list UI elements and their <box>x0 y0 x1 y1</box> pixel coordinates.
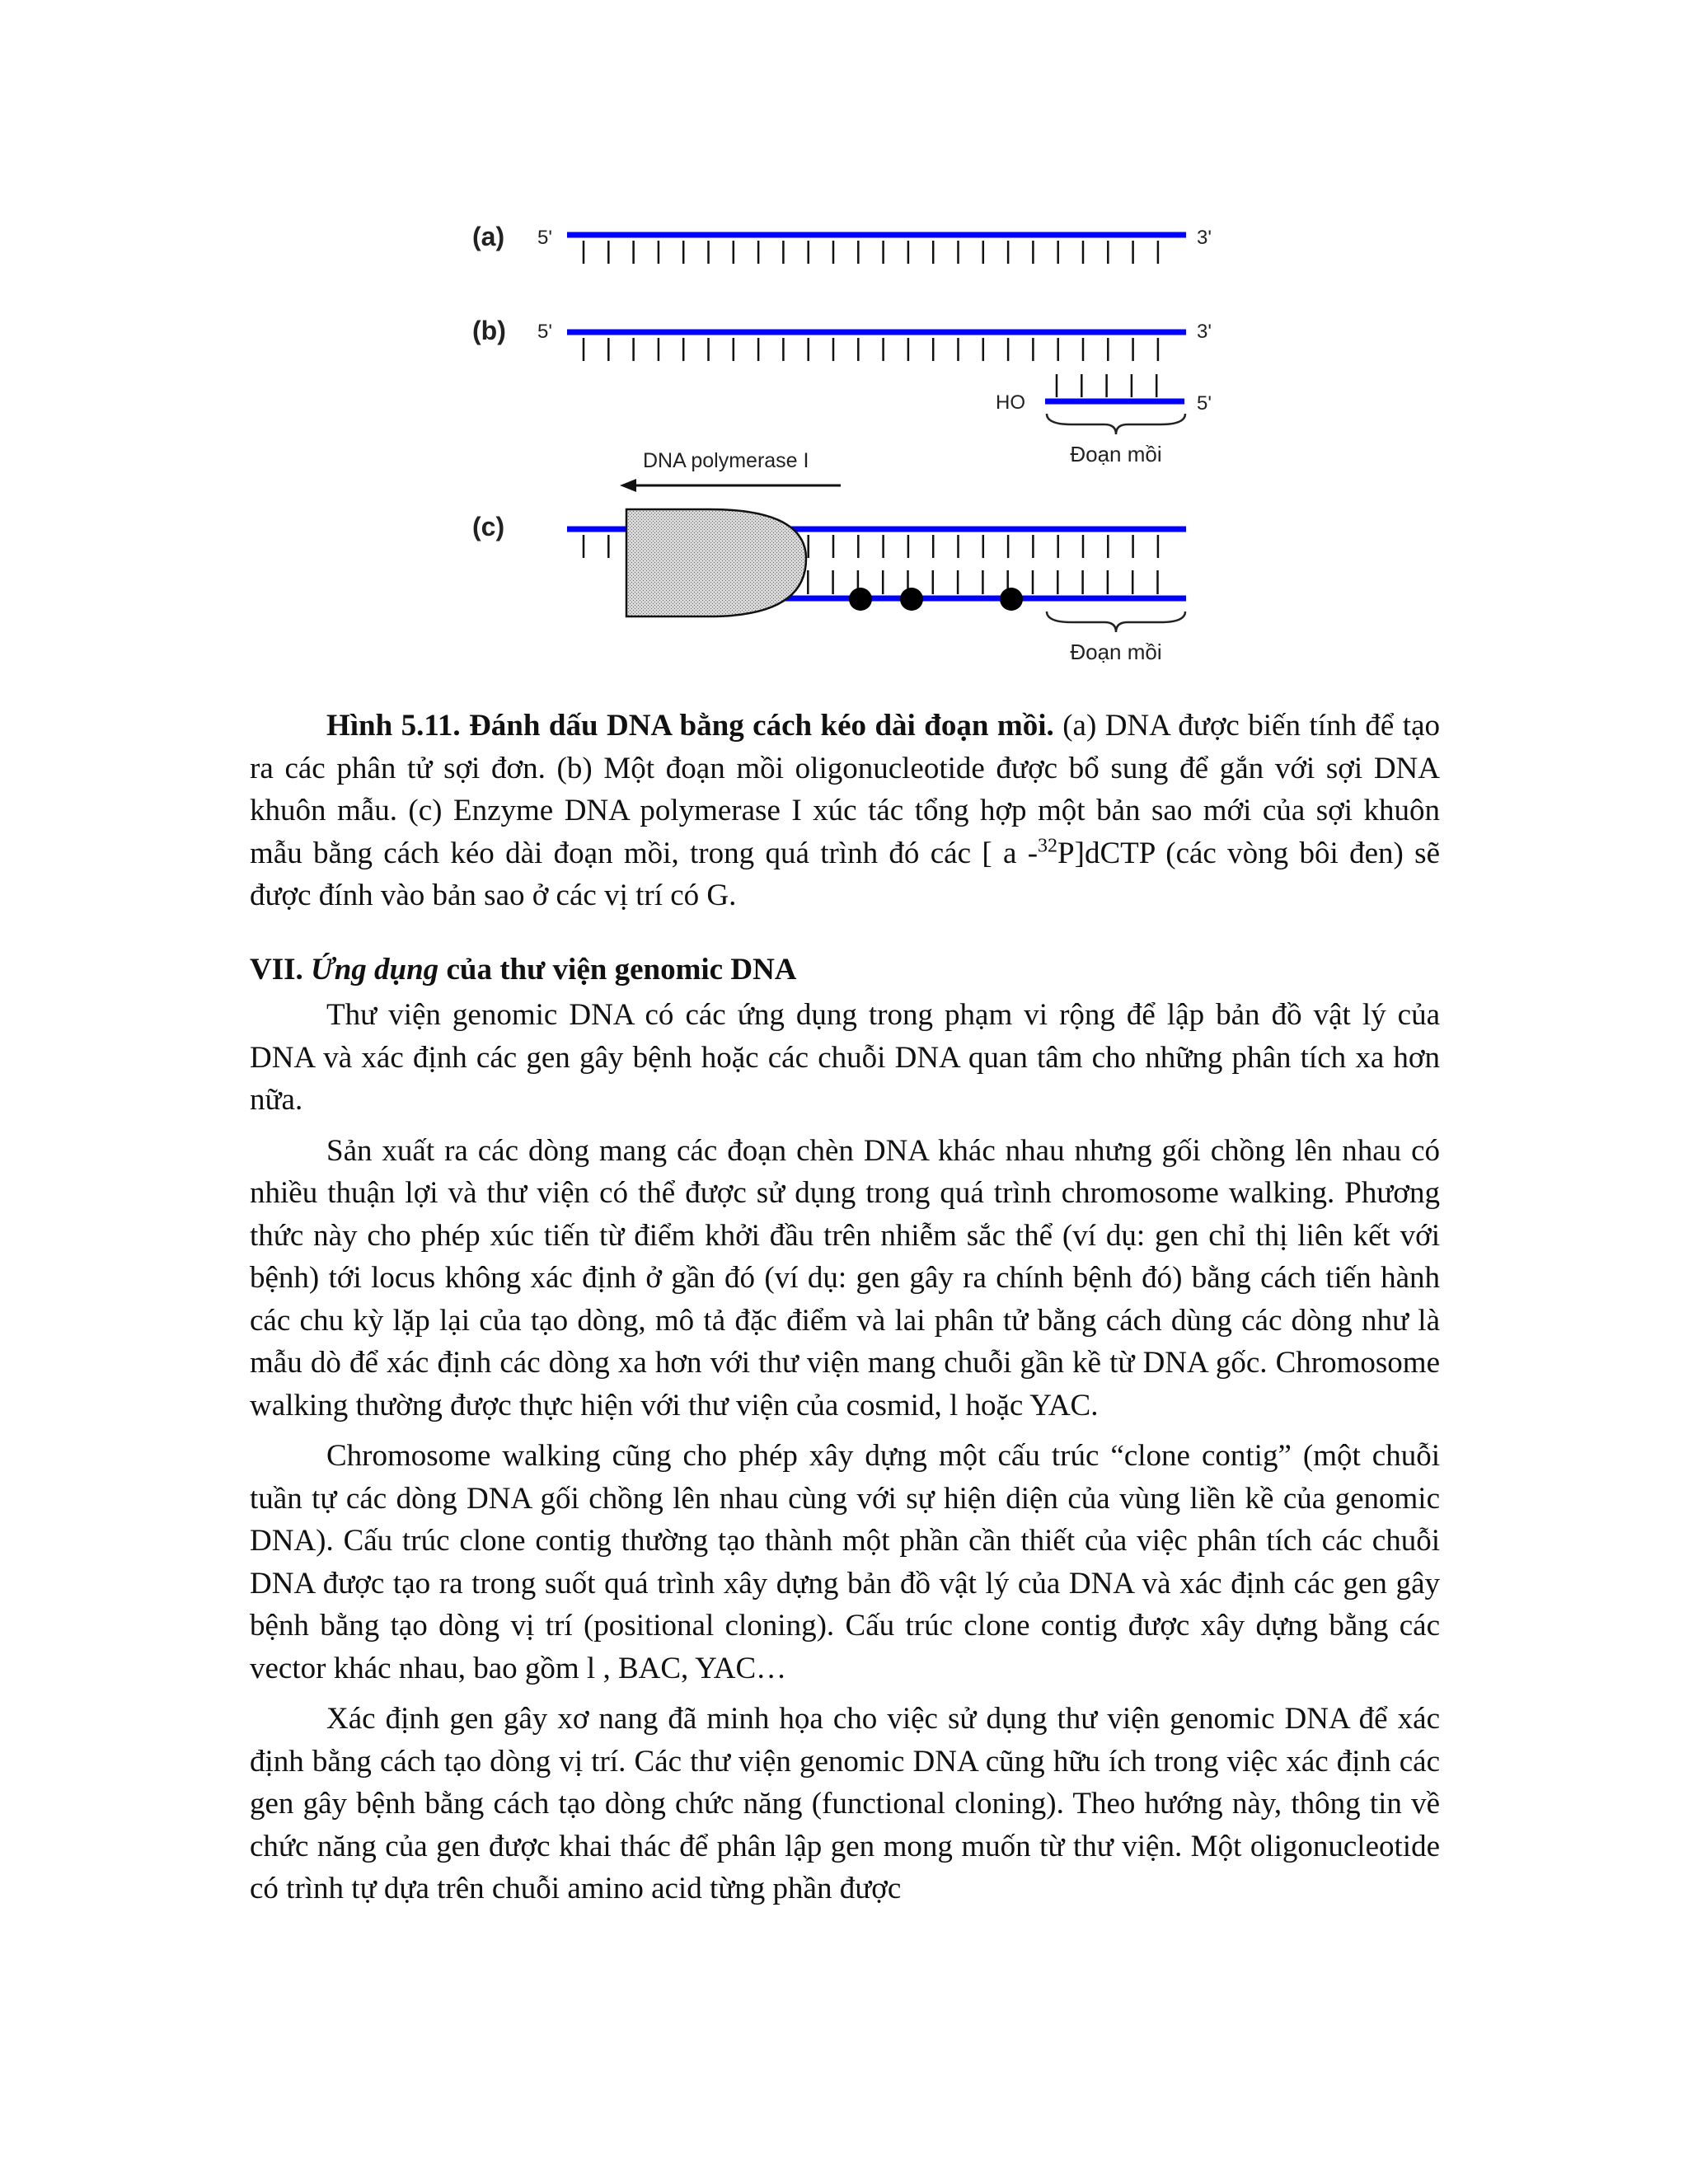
panel-a-5prime: 5' <box>537 227 552 249</box>
panel-a-3prime: 3' <box>1197 227 1212 249</box>
panel-b-3prime: 3' <box>1197 321 1212 343</box>
panel-c-primer-label: Đoạn mồi <box>1070 640 1162 664</box>
panel-a-label: (a) <box>472 222 505 251</box>
panel-a-bases <box>584 241 1158 264</box>
panel-b-primer-5prime: 5' <box>1197 392 1212 415</box>
dna-polymerase-shape <box>626 509 806 616</box>
body-paragraph: Xác định gen gây xơ nang đã minh họa cho việc sử dụng thư viện genomic DNA để xác định bằng cách tạo dòng vị trí. Các thư viện genomic DNA cũng hữu ích trong việc xác định các gen gây bệnh bằng cách tạo dòng chức năng (functional cloning). Theo hướng này, thông tin về chức năng của gen được khai thác để phân lập gen mong muốn từ thư viện. Một oligonucleotide có trình tự dựa trên chuỗi amino acid từng phần được <box>250 1702 1440 1905</box>
page-body <box>250 705 1440 1919</box>
direction-arrow-icon <box>620 479 636 492</box>
figure-caption <box>250 705 1440 917</box>
section-number: VII. <box>250 952 303 987</box>
panel-b-ho-label: HO <box>996 391 1025 414</box>
panel-b-label: (b) <box>472 316 506 345</box>
labeled-nucleotide-dot <box>900 588 923 611</box>
panel-c-copy-bases <box>783 570 1158 594</box>
panel-c-primer-brace <box>1047 612 1185 632</box>
body-paragraph: Chromosome walking cũng cho phép xây dựng một cấu trúc “clone contig” (một chuỗi tuần tự các dòng DNA gối chồng lên nhau cùng với sự hiện diện của vùng liền kề của genomic DNA). Cấu trúc clone contig thường tạo thành một phần cần thiết của việc phân tích các chuỗi DNA được tạo ra trong suốt quá trình xây dựng bản đồ vật lý của DNA và xác định các gen gây bệnh bằng tạo dòng vị trí (positional cloning). Cấu trúc clone contig được xây dựng bằng các vector khác nhau, bao gồm l , BAC, YAC… <box>250 1439 1440 1685</box>
body-paragraph: Sản xuất ra các dòng mang các đoạn chèn DNA khác nhau nhưng gối chồng lên nhau có nhiều thuận lợi và thư viện có thể được sử dụng trong quá trình chromosome walking. Phương thức này cho phép xúc tiến từ điểm khởi đầu trên nhiễm sắc thể (ví dụ: gen chỉ thị liên kết với bệnh) tới locus không xác định ở gần đó (ví dụ: gen gây ra chính bệnh đó) bằng cách tiến hành các chu kỳ lặp lại của tạo dòng, mô tả đặc điểm và lai phân tử bằng cách dùng các dòng như là mẫu dò để xác định các dòng xa hơn với thư viện mang chuỗi gần kề từ DNA gốc. Chromosome walking thường được thực hiện với thư viện của cosmid, l hoặc YAC. <box>250 1133 1440 1422</box>
panel-b-5prime: 5' <box>537 321 552 343</box>
panel-b-primer-label: Đoạn mồi <box>1070 442 1162 466</box>
caption-text-end: P]dCTP (các vòng bôi đen) sẽ được đính vào bản sao ở các vị trí có G. <box>250 836 1440 912</box>
labeled-nucleotide-dot <box>1000 588 1023 611</box>
caption-text: (a) DNA được biến tính để tạo ra các phân tử sợi đơn. (b) Một đoạn mồi oligonucleotide được bổ sung để gắn với sợi DNA khuôn mẫu. (c) Enzyme DNA polymerase I xúc tác tổng hợp một bản sao mới của sợi khuôn mẫu bằng cách kéo dài đoạn mồi, trong quá trình đó các [ a - <box>250 709 1440 870</box>
caption-superscript: 32 <box>1038 835 1058 857</box>
panel-b-primer-brace <box>1047 414 1185 434</box>
section-title-italic: Ứng dụng <box>311 952 439 987</box>
panel-b-primer-bases <box>1057 374 1156 397</box>
primer-extension-figure <box>445 198 1236 684</box>
panel-b-bases <box>584 338 1158 361</box>
body-paragraph: Thư viện genomic DNA có các ứng dụng trong phạm vi rộng để lập bản đồ vật lý của DNA và xác định các gen gây bệnh hoặc các chuỗi DNA quan tâm cho những phân tích xa hơn nữa. <box>250 998 1440 1117</box>
caption-title: Hình 5.11. Đánh dấu DNA bằng cách kéo dài đoạn mồi. <box>326 709 1054 743</box>
section-heading <box>250 949 1440 991</box>
enzyme-label: DNA polymerase I <box>643 449 809 472</box>
section-title: của thư viện genomic DNA <box>438 952 797 987</box>
panel-c-label: (c) <box>472 512 505 541</box>
labeled-nucleotide-dot <box>849 588 872 611</box>
